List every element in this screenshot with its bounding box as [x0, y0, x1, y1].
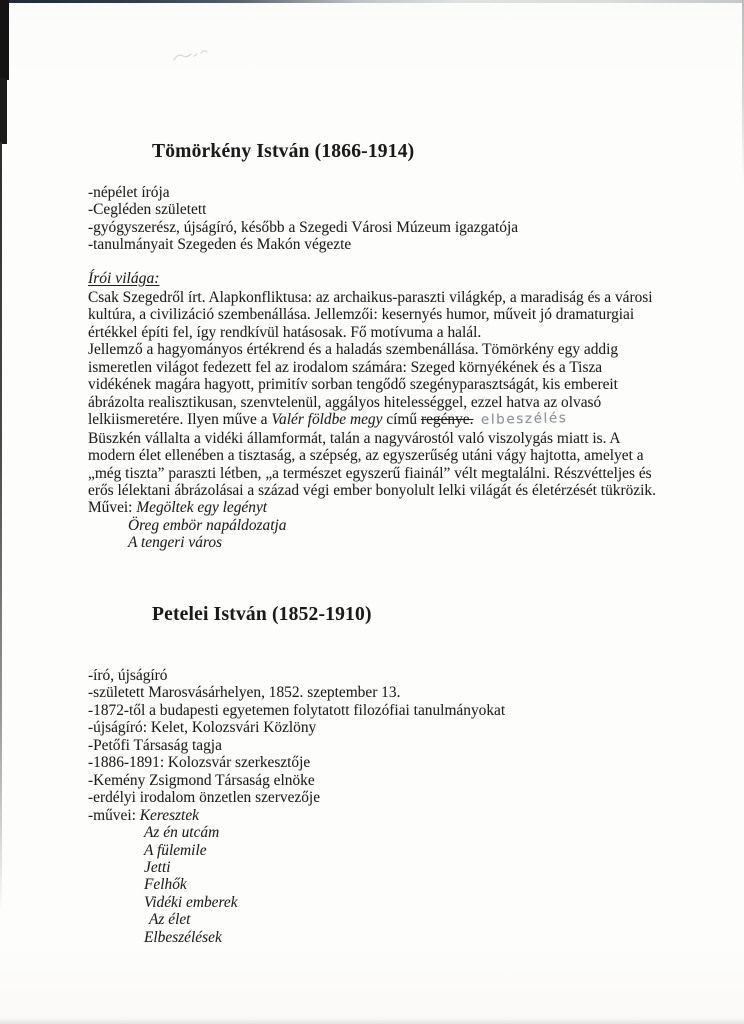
fact-line: -tanulmányait Szegeden és Makón végezte: [88, 236, 352, 254]
work-title: Öreg embör napáldozatja: [128, 516, 287, 534]
paragraph-line: erős lélektani ábrázolásai a század végi ember bonyolult lelki világát és életérzését tükrözik.: [88, 481, 656, 499]
handwritten-correction: elbeszélés: [480, 410, 568, 429]
work-title-inline: Valér földbe megy: [271, 411, 383, 429]
scan-edge-bottom: [0, 1018, 744, 1024]
fact-line: -Kemény Zsigmond Társaság elnöke: [88, 771, 315, 789]
fact-line: -újságíró: Kelet, Kolozsvári Közlöny: [88, 719, 317, 737]
fact-line: -író, újságíró: [88, 667, 168, 684]
fact-line: -1886-1891: Kolozsvár szerkesztője: [88, 754, 311, 772]
work-title: Jetti: [144, 858, 171, 876]
fact-line: -Petőfi Társaság tagja: [88, 736, 222, 754]
fact-line: -Cegléden született: [88, 201, 207, 219]
paragraph-line: kultúra, a civilizáció szembenállása. Jellemzői: kesernyés humor, műveit jó dramaturgiai: [88, 306, 635, 324]
works-label-line: [88, 807, 505, 824]
scan-edge-top: [0, 0, 744, 3]
works-label: -művei:: [88, 806, 140, 824]
work-title: Keresztek: [139, 806, 199, 824]
fact-line: -született Marosvásárhelyen, 1852. szeptember 13.: [88, 684, 401, 702]
section-title-petelei: Petelei István (1852-1910): [152, 604, 372, 625]
works-label: Művei:: [88, 499, 137, 517]
fact-line: -1872-től a budapesti egyetemen folytatott filozófiai tanulmányokat: [88, 701, 506, 719]
tomorkeny-facts-list: [88, 184, 518, 254]
paragraph-line: „még tiszta” paraszti létben, „a természet egyszerű fiainál” vélt megtalálni. Részvétteljes és: [88, 464, 652, 482]
fact-line: -erdélyi irodalom önzetlen szervezője: [88, 789, 321, 807]
work-title: A fülemile: [144, 841, 207, 859]
paragraph-line: ábrázolta realisztikusan, szenvtelenül, aggályos hitelességgel, ezzel hatva az olvasó: [88, 393, 602, 411]
pencil-mark: [168, 44, 222, 68]
work-title: Elbeszélések: [144, 928, 222, 946]
scan-edge-left-mid: [0, 78, 7, 144]
paragraph-line: Csak Szegedről írt. Alapkonfliktusa: az archaikus-paraszti világkép, a maradiság és a városi: [88, 289, 653, 306]
paragraph-line-with-correction: [88, 411, 656, 429]
line-text: című: [382, 411, 421, 429]
fact-line: -gyógyszerész, újságíró, később a Szegedi Városi Múzeum igazgatója: [88, 218, 519, 236]
line-text: lelkiismeretére. Ilyen műve a: [88, 411, 272, 429]
subheading-iroi-vilaga: Írói világa:: [88, 270, 160, 287]
tomorkeny-paragraph: [88, 289, 656, 552]
struck-text: regénye.: [420, 411, 474, 429]
work-title: A tengeri város: [128, 534, 223, 552]
works-label-line: [88, 499, 656, 516]
paragraph-line: modern élet ellenében a tisztaság, a szépség, az egyszerűség utáni vágy hajtotta, amelyet a: [88, 447, 644, 465]
paragraph-line: Büszkén vállalta a vidéki államformát, talán a nagyvárostól való viszolygás miatt is. A: [88, 429, 621, 447]
scan-edge-left-dark: [0, 0, 9, 80]
work-title: Felhők: [144, 876, 187, 894]
work-title: Megöltek egy legényt: [136, 499, 268, 517]
paragraph-line: Jellemző a hagyományos értékrend és a haladás szembenállása. Tömörkény egy addig: [88, 341, 619, 359]
work-title: Az én utcám: [144, 824, 220, 842]
work-title: Vidéki emberek: [144, 893, 238, 911]
fact-line: -népélet írója: [88, 184, 170, 201]
section-title-tomorkeny: Tömörkény István (1866-1914): [152, 141, 415, 162]
paragraph-line: ismeretlen világot fedezett fel az irodalom számára: Szeged környékének és a Tisza: [88, 358, 603, 376]
scan-edge-left-line: [0, 142, 2, 912]
paragraph-line: értékkel építi fel, így rendkívül hatásosak. Fő motívuma a halál.: [88, 323, 482, 341]
paragraph-line: vidékének magára hagyott, primitív sorban tengődő szegényparasztságát, kis embereit: [88, 376, 618, 394]
work-title: Az élet: [149, 911, 191, 929]
petelei-facts-list: [88, 667, 505, 946]
